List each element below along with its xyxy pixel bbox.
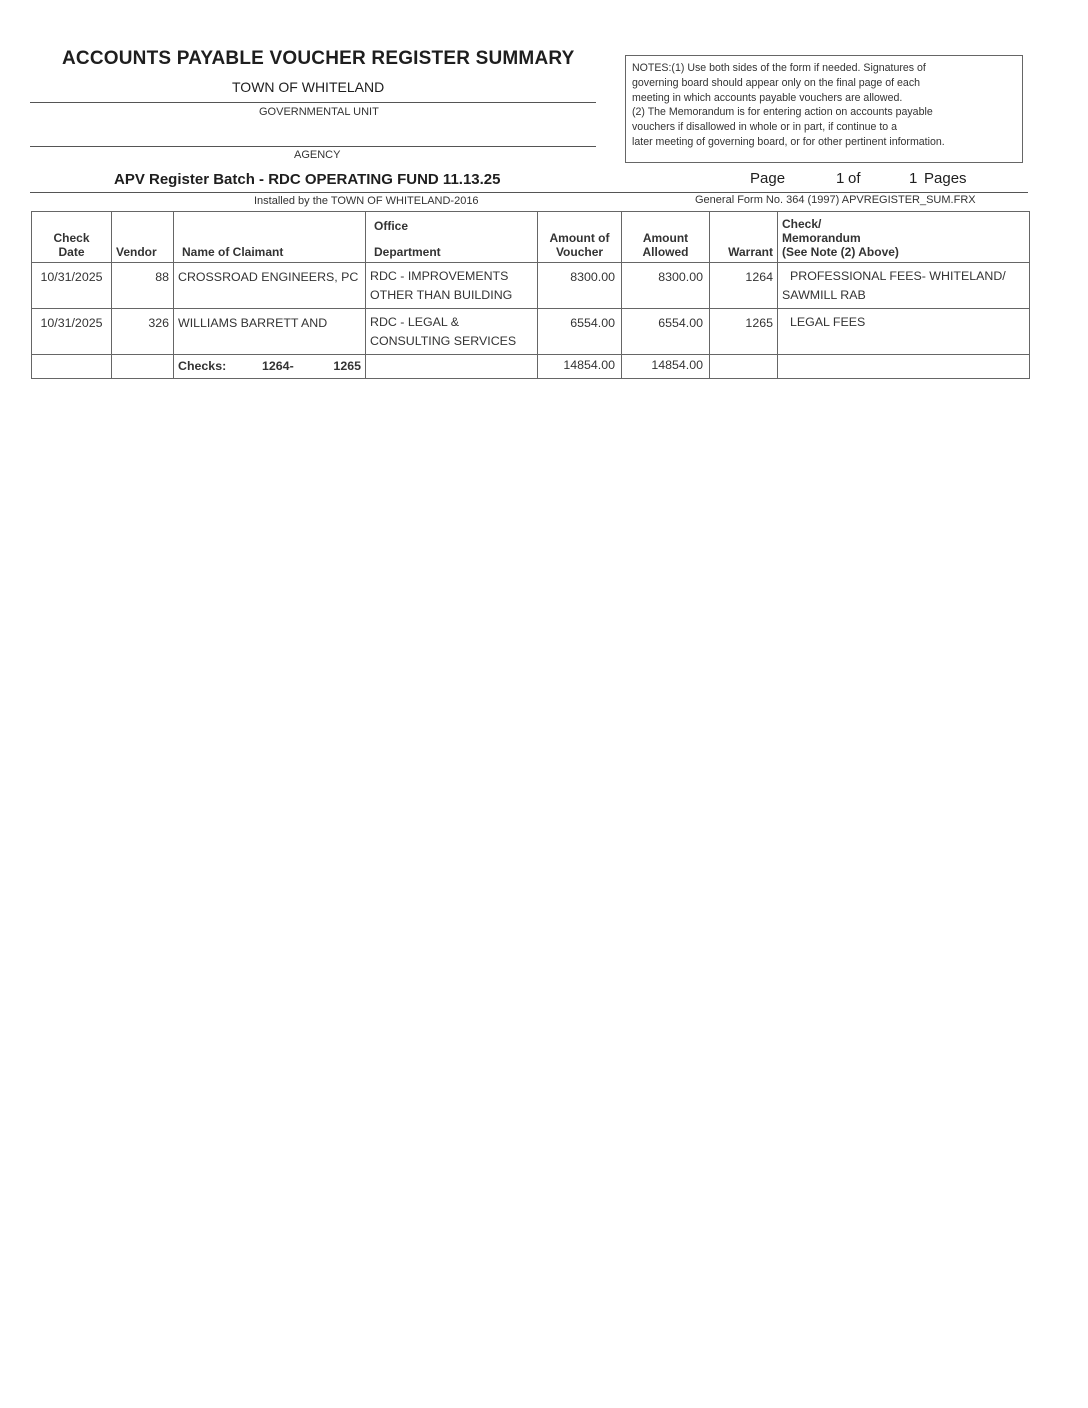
row-memorandum: LEGAL FEES: [778, 309, 1030, 355]
row-warrant: 1265: [710, 309, 778, 355]
totals-empty-memo: [778, 355, 1030, 379]
batch-divider: [30, 192, 1028, 193]
header-warrant: Warrant: [710, 212, 778, 263]
row-check-date: 10/31/2025: [32, 309, 112, 355]
notes-line: governing board should appear only on the final page of each: [632, 76, 921, 89]
row-amount-allowed: 6554.00: [622, 309, 710, 355]
row-vendor: 326: [112, 309, 174, 355]
batch-title: APV Register Batch - RDC OPERATING FUND 11.13.25: [114, 171, 501, 188]
allowed-total: 14854.00: [622, 355, 710, 379]
document-title: ACCOUNTS PAYABLE VOUCHER REGISTER SUMMARY: [62, 48, 575, 69]
header-memorandum: Check/ Memorandum (See Note (2) Above): [778, 212, 1030, 263]
first-check: 1264-: [262, 359, 294, 373]
totals-empty-warrant: [710, 355, 778, 379]
last-check: 1265: [333, 359, 361, 373]
agency-label: AGENCY: [294, 149, 341, 161]
table-row: [32, 263, 1030, 309]
row-claimant: CROSSROAD ENGINEERS, PC: [174, 263, 366, 309]
totals-empty-date: [32, 355, 112, 379]
voucher-total: 14854.00: [538, 355, 622, 379]
total-pages: 1: [909, 170, 918, 187]
form-number: General Form No. 364 (1997) APVREGISTER_SUM.FRX: [695, 194, 976, 206]
row-amount-allowed: 8300.00: [622, 263, 710, 309]
header-vendor: Vendor: [112, 212, 174, 263]
header-amount-voucher: Amount of Voucher: [538, 212, 622, 263]
row-department: RDC - LEGAL & CONSULTING SERVICES: [366, 309, 538, 355]
page-number: 1: [836, 170, 845, 187]
notes-line: meeting in which accounts payable vouchers are allowed.: [632, 91, 903, 104]
totals-empty-vendor: [112, 355, 174, 379]
voucher-register-table: [31, 211, 1030, 379]
row-amount-voucher: 6554.00: [538, 309, 622, 355]
of-label: of: [848, 170, 861, 187]
table-row: [32, 309, 1030, 355]
installed-by: Installed by the TOWN OF WHITELAND-2016: [254, 195, 479, 207]
row-memorandum: PROFESSIONAL FEES- WHITELAND/ SAWMILL RAB: [778, 263, 1030, 309]
checks-label: Checks:: [178, 359, 227, 373]
table-header-row: [32, 212, 1030, 263]
unit-divider: [30, 102, 596, 103]
header-amount-allowed: Amount Allowed: [622, 212, 710, 263]
pages-label: Pages: [924, 170, 967, 187]
totals-checks-range: [174, 355, 366, 379]
notes-box: [625, 55, 1023, 163]
totals-row: [32, 355, 1030, 379]
row-check-date: 10/31/2025: [32, 263, 112, 309]
totals-empty-department: [366, 355, 538, 379]
header-department: Office Department: [366, 212, 538, 263]
row-warrant: 1264: [710, 263, 778, 309]
governmental-unit-label: GOVERNMENTAL UNIT: [259, 106, 379, 118]
notes-line: later meeting of governing board, or for other pertinent information.: [632, 135, 945, 148]
agency-divider: [30, 146, 596, 147]
notes-line: NOTES:(1) Use both sides of the form if needed. Signatures of: [632, 62, 926, 74]
notes-line: (2) The Memorandum is for entering action on accounts payable: [632, 106, 933, 119]
town-name: TOWN OF WHITELAND: [232, 79, 385, 95]
header-check-date: Check Date: [32, 212, 112, 263]
row-claimant: WILLIAMS BARRETT AND: [174, 309, 366, 355]
row-amount-voucher: 8300.00: [538, 263, 622, 309]
notes-line: vouchers if disallowed in whole or in part, if continue to a: [632, 121, 897, 134]
row-department: RDC - IMPROVEMENTS OTHER THAN BUILDING: [366, 263, 538, 309]
row-vendor: 88: [112, 263, 174, 309]
page-label: Page: [750, 170, 786, 187]
header-claimant: Name of Claimant: [174, 212, 366, 263]
